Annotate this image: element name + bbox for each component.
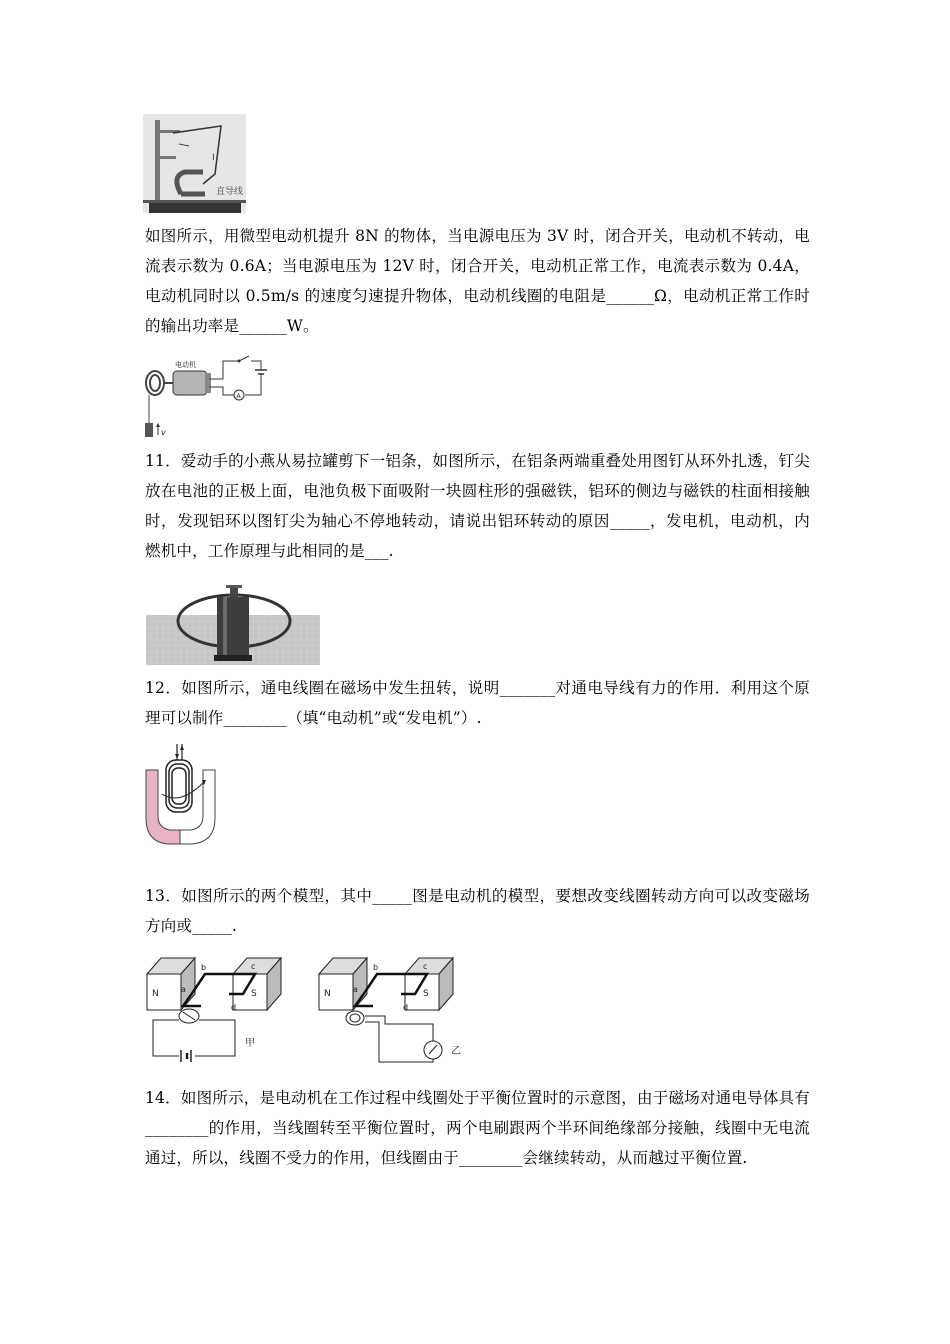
jia-b: b (201, 963, 207, 972)
caption-yi: 乙 (451, 1046, 461, 1057)
question-13-text: 13．如图所示的两个模型，其中_____图是电动机的模型，要想改变线圈转动方向可以改变磁场方向或_____. (145, 887, 810, 935)
question-11-text: 11．爱动手的小燕从易拉罐剪下一铝条，如图所示，在铝条两端重叠处用图钉从环外扎透，钉尖放在电池的正极上面，电池负极下面吸附一块圆柱形的强磁铁，铝环的侧边与磁铁的柱面相接触时，发现铝环以图钉尖为轴心不停地转动，请说出铝环转动的原因_____，发电机，电动机，内燃机中，工作原理与此相同的是___. (145, 452, 810, 560)
jia-a: a (181, 985, 186, 994)
jia-d: d (231, 1003, 237, 1012)
ammeter-symbol: A (236, 393, 241, 400)
figure-two-models (143, 954, 473, 1069)
question-10-text: 如图所示，用微型电动机提升 8N 的物体，当电源电压为 3V 时，闭合开关，电动机不转动，电流表示数为 0.6A；当电源电压为 12V 时，闭合开关，电动机正常工作，电流表示数为 0.4A，电动机同时以 0.5m/s 的速度匀速提升物体，电动机线圈的电阻是______Ω，电动机正常工作时的输出功率是______W。 (145, 227, 810, 335)
yi-a: a (353, 985, 358, 994)
yi-n-pole: N (324, 989, 331, 999)
question-12-text: 12．如图所示，通电线圈在磁场中发生扭转，说明_______对通电导线有力的作用．利用这个原理可以制作________（填“电动机”或“发电机”）. (145, 679, 810, 727)
current-label: I (212, 153, 215, 163)
motor-label: 电动机 (175, 361, 196, 369)
jia-s-pole: S (251, 989, 257, 999)
jia-n-pole: N (152, 989, 159, 999)
velocity-label: v (161, 428, 166, 437)
caption-jia: 甲 (245, 1038, 255, 1049)
figure-coil-in-magnet (144, 742, 217, 845)
yi-b: b (373, 963, 379, 972)
yi-s-pole: S (423, 989, 429, 999)
model-yi (319, 958, 461, 1062)
figure-straight-wire (143, 114, 246, 213)
figure-aluminium-ring (146, 581, 320, 665)
question-14-text: 14．如图所示，是电动机在工作过程中线圈处于平衡位置时的示意图，由于磁场对通电导体具有________的作用，当线圈转至平衡位置时，两个电刷跟两个半环间绝缘部分接触，线圈中无电流通过，所以，线圈不受力的作用，但线圈由于________会继续转动，从而越过平衡位置. (145, 1089, 810, 1167)
straight-wire-label: 直导线 (216, 187, 244, 197)
yi-c: c (423, 962, 428, 971)
figure-motor-circuit (143, 353, 273, 441)
model-jia (147, 958, 281, 1062)
yi-d: d (403, 1003, 409, 1012)
jia-c: c (251, 962, 256, 971)
